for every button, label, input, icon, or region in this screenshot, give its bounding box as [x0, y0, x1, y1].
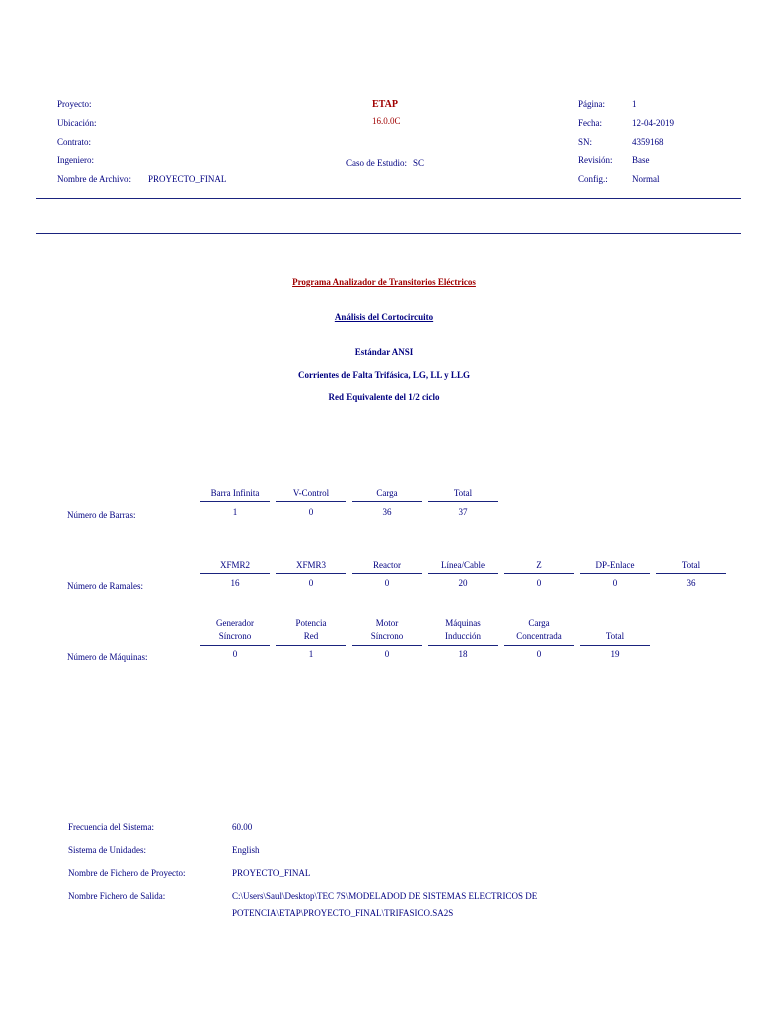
header-label-pagina: Página: [578, 99, 605, 109]
ramales-header-dpenlace: DP-Enlace [595, 560, 635, 570]
barras-value-total: 37 [458, 507, 468, 517]
barras-value-infinita: 1 [232, 507, 238, 517]
study-case-label: Caso de Estudio: [346, 158, 407, 168]
header-label-ingeniero: Ingeniero: [57, 155, 94, 165]
maquinas-value-induccion: 18 [458, 649, 468, 659]
maquinas-header-line: Total [605, 631, 625, 641]
currents-title: Corrientes de Falta Trifásica, LG, LL y LLG [298, 370, 470, 380]
header-divider-top [36, 198, 741, 199]
header-label-proyecto: Proyecto: [57, 99, 92, 109]
maquinas-header-line: Red [303, 631, 319, 641]
ramales-underline [580, 573, 650, 574]
header-value-sn: 4359168 [632, 137, 664, 147]
ramales-underline [276, 573, 346, 574]
maquinas-header-line: Síncrono [218, 631, 252, 641]
maquinas-header-line: Generador [216, 618, 254, 628]
ramales-value-total: 36 [686, 578, 696, 588]
ramales-underline [200, 573, 270, 574]
maquinas-underline [428, 645, 498, 646]
maquinas-header-line: Potencia [295, 618, 327, 628]
output-file-line2: POTENCIA\ETAP\PROYECTO_FINAL\TRIFASICO.SA2S [232, 908, 454, 918]
barras-underline [276, 501, 346, 502]
header-label-contrato: Contrato: [57, 137, 91, 147]
ramales-underline [352, 573, 422, 574]
barras-header-carga: Carga [376, 488, 398, 498]
header-label-revision: Revisión: [578, 155, 613, 165]
maquinas-underline [352, 645, 422, 646]
maquinas-header-potencia [276, 617, 346, 643]
maquinas-underline [504, 645, 574, 646]
standard-title: Estándar ANSI [354, 347, 414, 357]
ramales-value-reactor: 0 [384, 578, 390, 588]
output-file-line1: C:\Users\Saul\Desktop\TEC 7S\MODELADOD DE SISTEMAS ELECTRICOS DE [232, 891, 538, 901]
units-value: English [232, 845, 260, 855]
freq-value: 60.00 [232, 822, 253, 832]
maquinas-header-line: Concentrada [516, 631, 562, 641]
barras-header-total: Total [453, 488, 473, 498]
ramales-underline [428, 573, 498, 574]
maquinas-value-motor: 0 [384, 649, 390, 659]
ramales-underline [656, 573, 726, 574]
header-label-sn: SN: [578, 137, 593, 147]
output-file-label: Nombre Fichero de Salida: [68, 891, 166, 901]
header-label-ubicacion: Ubicación: [57, 118, 97, 128]
maquinas-value-potencia: 1 [308, 649, 314, 659]
header-divider-bottom [36, 233, 741, 234]
barras-value-carga: 36 [382, 507, 392, 517]
ramales-value-z: 0 [536, 578, 542, 588]
ramales-value-dpenlace: 0 [612, 578, 618, 588]
header-value-config: Normal [632, 174, 660, 184]
units-label: Sistema de Unidades: [68, 845, 146, 855]
maquinas-row-label: Número de Máquinas: [67, 652, 148, 662]
maquinas-header-carga [504, 617, 574, 643]
network-title: Red Equivalente del 1/2 ciclo [328, 392, 440, 402]
maquinas-underline [580, 645, 650, 646]
maquinas-header-induccion [428, 617, 498, 643]
ramales-value-xfmr3: 0 [308, 578, 314, 588]
maquinas-header-line: Motor [375, 618, 399, 628]
maquinas-header-generador [200, 617, 270, 643]
maquinas-value-total: 19 [610, 649, 620, 659]
maquinas-header-line: Inducción [445, 631, 481, 641]
maquinas-header-line: Carga [528, 618, 550, 628]
barras-underline [428, 501, 498, 502]
barras-row-label: Número de Barras: [67, 510, 136, 520]
ramales-header-xfmr2: XFMR2 [219, 560, 250, 570]
ramales-header-total: Total [681, 560, 701, 570]
app-name: ETAP [372, 99, 398, 110]
ramales-header-xfmr3: XFMR3 [295, 560, 326, 570]
maquinas-header-total [580, 617, 650, 643]
header-value-revision: Base [632, 155, 650, 165]
project-file-label: Nombre de Fichero de Proyecto: [68, 868, 186, 878]
program-title: Programa Analizador de Transitorios Eléctricos [292, 277, 476, 287]
project-file-value: PROYECTO_FINAL [232, 868, 311, 878]
barras-header-infinita: Barra Infinita [210, 488, 260, 498]
ramales-row-label: Número de Ramales: [67, 581, 143, 591]
header-file-name: PROYECTO_FINAL [148, 174, 227, 184]
maquinas-underline [200, 645, 270, 646]
ramales-value-xfmr2: 16 [230, 578, 240, 588]
barras-header-vcontrol: V-Control [292, 488, 330, 498]
maquinas-header-line: Síncrono [370, 631, 404, 641]
barras-value-vcontrol: 0 [308, 507, 314, 517]
freq-label: Frecuencia del Sistema: [68, 822, 154, 832]
barras-underline [352, 501, 422, 502]
ramales-underline [504, 573, 574, 574]
header-label-archivo: Nombre de Archivo: [57, 174, 131, 184]
header-value-fecha: 12-04-2019 [632, 118, 674, 128]
ramales-header-z: Z [536, 560, 542, 570]
maquinas-underline [276, 645, 346, 646]
maquinas-header-line: Máquinas [445, 618, 481, 628]
maquinas-header-line [580, 617, 650, 630]
maquinas-header-motor [352, 617, 422, 643]
study-case-value: SC [413, 158, 425, 168]
app-version: 16.0.0C [372, 116, 401, 126]
header-label-fecha: Fecha: [578, 118, 602, 128]
analysis-title: Análisis del Cortocircuito [334, 312, 434, 322]
ramales-value-linea: 20 [458, 578, 468, 588]
header-value-pagina: 1 [632, 99, 637, 109]
header-label-config: Config.: [578, 174, 608, 184]
maquinas-value-carga: 0 [536, 649, 542, 659]
barras-underline [200, 501, 270, 502]
ramales-header-linea: Línea/Cable [441, 560, 485, 570]
ramales-header-reactor: Reactor [373, 560, 401, 570]
maquinas-value-generador: 0 [232, 649, 238, 659]
